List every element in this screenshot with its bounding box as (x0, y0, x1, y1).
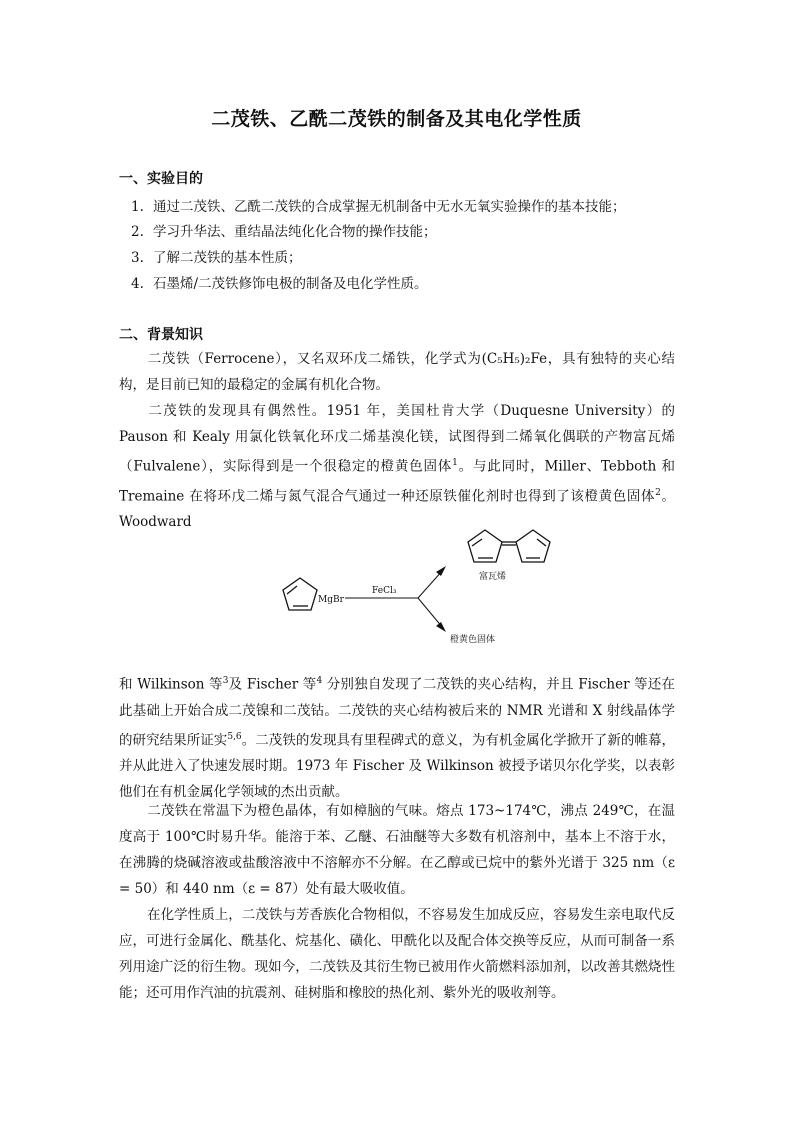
fulvalene-structure (468, 530, 550, 562)
reaction-arrows (345, 570, 443, 628)
citation: 2 (655, 487, 661, 498)
list-text: 石墨烯/二茂铁修饰电极的制备及电化学性质。 (153, 276, 428, 292)
list-number: 4. (131, 276, 144, 292)
paragraph-4 (119, 798, 675, 902)
paragraph-text: 分别独自发现了二茂铁的夹心结构，并且 Fischer 等还在此基础上开始合成二茂镍和二茂钴。二茂铁的夹心结构被后来的 NMR 光谱和 X 射线晶体学的研究结果所证实 (119, 676, 675, 748)
product-bottom-label: 橙黄色固体 (450, 635, 496, 645)
paragraph-5 (119, 902, 675, 1006)
list-text: 了解二茂铁的基本性质； (153, 250, 302, 266)
reactant-label: MgBr (318, 595, 344, 605)
list-number: 2. (131, 224, 144, 240)
citation: 1 (452, 458, 458, 468)
reagent-label: FeCl₃ (372, 586, 397, 596)
citation: 5,6 (227, 731, 242, 742)
paragraph-text: 二茂铁的发现具有偶然性。1951 年，美国杜肯大学（Duquesne University）的 Pauson 和 Kealy 用氯化铁氧化环戊二烯基溴化镁，试图得到二烯氧化偶联的产物富瓦烯（Fulvalene），实际得到是一个很稳定的橙黄色固体 (119, 403, 675, 475)
document-title: 二茂铁、乙酰二茂铁的制备及其电化学性质 (211, 108, 582, 130)
paragraph-text: 二茂铁（Ferrocene），又名双环戊二烯铁，化学式为(C₅H₅)₂Fe，具有独特的夹心结构，是目前已知的最稳定的金属有机化合物。 (119, 351, 675, 393)
arrow-head-top (436, 566, 446, 576)
list-number: 1. (131, 199, 144, 215)
paragraph-text: 二茂铁在常温下为橙色晶体，有如樟脑的气味。熔点 173~174℃，沸点 249℃，在温度高于 100℃时易升华。能溶于苯、乙醚、石油醚等大多数有机溶剂中，基本上不溶于水，在沸腾的烧碱溶液或盐酸溶液中不溶解亦不分解。在乙醇或已烷中的紫外光谱于 325 nm（ε = 50）和 440 nm（ε = 87）处有最大吸收值。 (119, 803, 675, 897)
cyclopentadienyl-structure (283, 578, 317, 610)
paragraph-text: 。Woodward (119, 488, 676, 530)
paragraph-text: 在化学性质上，二茂铁与芳香族化合物相似，不容易发生加成反应，容易发生亲电取代反应，可进行金属化、酰基化、烷基化、磺化、甲酰化以及配合体交换等反应，从而可制备一系列用途广泛的衍生物。现如今，二茂铁及其衍生物已被用作火箭燃料添加剂，以改善其燃烧性能；还可用作汽油的抗震剂、硅树脂和橡胶的热化剂、紫外光的吸收剂等。 (119, 907, 675, 1001)
citation: 3 (222, 676, 229, 686)
reaction-scheme (275, 520, 575, 650)
list-item (131, 272, 428, 292)
paragraph-text: 及 Fischer 等 (228, 676, 317, 693)
section-heading-background: 二、背景知识 (119, 327, 203, 343)
list-item (131, 246, 302, 266)
section-heading-purpose: 一、实验目的 (119, 171, 203, 187)
paragraph-text: 。与此同时，Miller、Tebboth 和 Tremaine 在将环戊二烯与氮气混合气通过一种还原铁催化剂时也得到了该橙黄色固体 (119, 458, 675, 504)
list-item (131, 195, 626, 215)
list-text: 学习升华法、重结晶法纯化化合物的操作技能； (153, 224, 437, 240)
paragraph-2 (119, 398, 675, 535)
paragraph-1 (119, 346, 675, 398)
citation: 4 (316, 676, 323, 686)
list-text: 通过二茂铁、乙酰二茂铁的合成掌握无机制备中无水无氧实验操作的基本技能； (153, 199, 626, 215)
list-item (131, 220, 437, 240)
paragraph-3 (119, 668, 675, 805)
paragraph-text: 和 Wilkinson 等 (119, 676, 223, 693)
product-top-label: 富瓦烯 (479, 572, 507, 582)
arrow-head-bottom (436, 622, 446, 632)
list-number: 3. (131, 250, 144, 266)
paragraph-text: 。二茂铁的发现具有里程碑式的意义，为有机金属化学掀开了新的帷幕，并从此进入了快速发展时期。1973 年 Fischer 及 Wilkinson 被授予诺贝尔化学奖，以表彰他们在有机金属化学领域的杰出贡献。 (119, 732, 676, 800)
